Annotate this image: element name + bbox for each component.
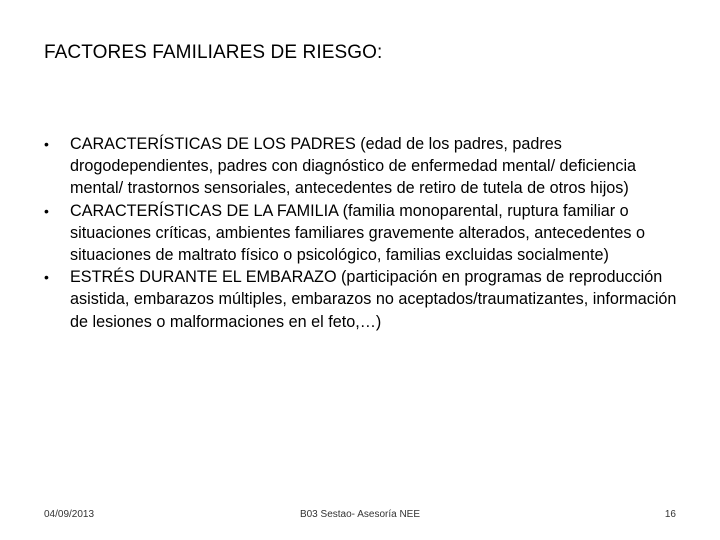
bullet-item: [44, 200, 684, 267]
bullet-detail: (edad de los padres, padres drogodependientes, padres con diagnóstico de enfermedad mental/ deficiencia mental/ trastornos sensoriales, antecedentes de retiro de tutela de otros hijos): [70, 135, 637, 198]
bullet-detail: (familia monoparental, ruptura familiar o situaciones críticas, ambientes familiares gravemente alterados, antecedentes o situaciones de maltrato físico o psicológico, familias excluidas socialmente): [70, 201, 645, 265]
bullet-dot-icon: •: [44, 202, 49, 219]
bullet-heading: ESTRÉS DURANTE EL EMBARAZO: [70, 268, 337, 287]
slide-title: FACTORES FAMILIARES DE RIESGO:: [44, 42, 383, 63]
bullet-item: [44, 133, 684, 200]
bullet-dot-icon: •: [44, 136, 49, 152]
bullet-detail: (participación en programas de reproducción asistida, embarazos múltiples, embarazos no aceptados/traumatizantes, información de lesiones o malformaciones en el feto,…): [70, 268, 677, 331]
bullet-item: [44, 266, 684, 333]
bullet-dot-icon: •: [44, 269, 49, 286]
footer-center-text: B03 Sestao- Asesoría NEE: [299, 509, 421, 520]
bullet-heading: CARACTERÍSTICAS DE LOS PADRES: [70, 135, 356, 153]
bullet-heading: CARACTERÍSTICAS DE LA FAMILIA: [70, 201, 339, 220]
bullet-list: [44, 133, 684, 333]
page-number: 16: [664, 509, 676, 520]
footer-date: 04/09/2013: [44, 509, 95, 520]
